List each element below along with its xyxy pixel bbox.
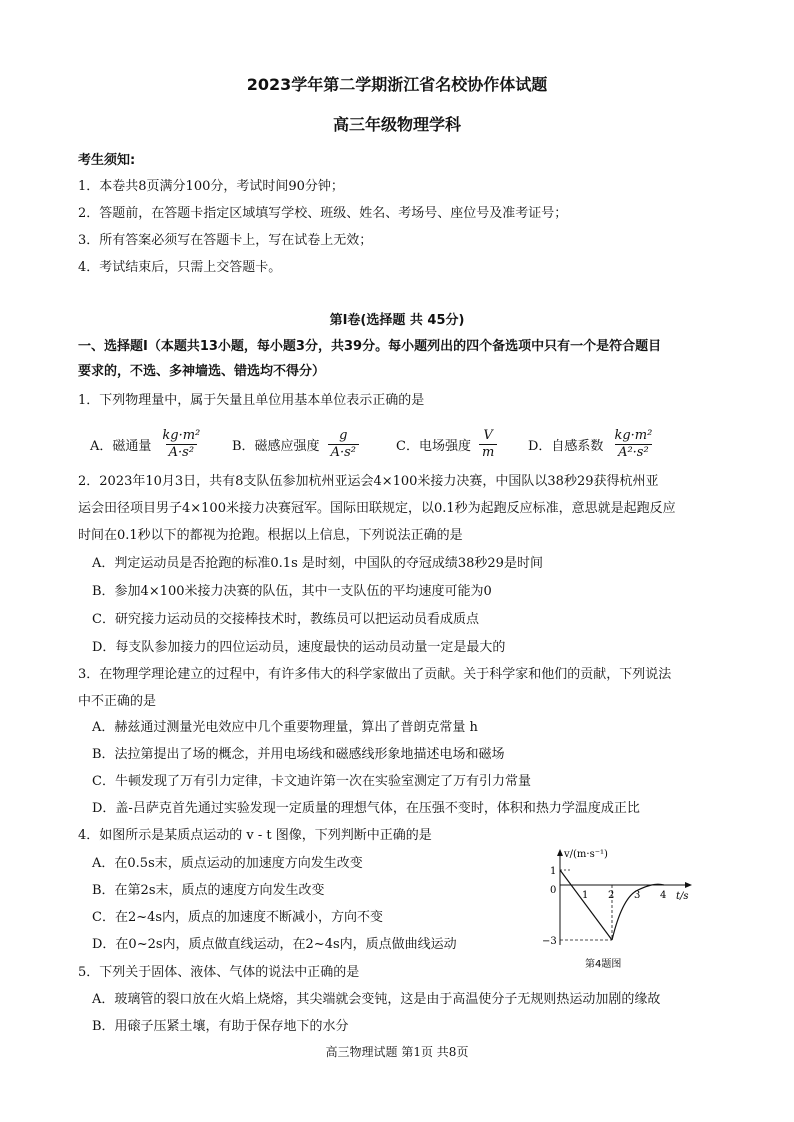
q1-option-c-unit: $\frac{V}{m}$ [479,428,497,461]
x-tick-4: 4 [660,890,667,901]
q4-option-d: D．在0~2s内，质点做直线运动，在2~4s内，质点做曲线运动 [92,937,457,952]
q1-option-b-label: B．磁感应强度 [232,438,320,454]
exam-subtitle: 高三年级物理学科 [332,115,461,134]
y-tick-1: 1 [550,866,557,877]
part-instructions-line1: 一、选择题Ⅰ（本题共13小题，每小题3分，共39分。每小题列出的四个备选项中只有一个是符合题目 [78,339,662,354]
q2-option-a: A．判定运动员是否抢跑的标准0.1s 是时刻，中国队的夺冠成绩38秒29是时间 [92,556,543,571]
x-tick-3: 3 [634,890,641,901]
notice-item: 1．本卷共8页满分100分，考试时间90分钟； [78,179,344,194]
q1-option-a-label: A．磁通量 [90,438,152,454]
question-3-line: 中不正确的是 [78,694,157,709]
q1-option-d-label: D．自感系数 [528,438,604,454]
question-2-line: 运会田径项目男子4×100米接力决赛冠军。国际田联规定，以0.1秒为起跑反应标准，意思就是起跑反应 [78,501,676,516]
figure-caption: 第4题图 [585,959,622,970]
exam-title: 2023学年第二学期浙江省名校协作体试题 [246,75,548,94]
q2-option-d: D．每支队参加接力的四位运动员，速度最快的运动员动量一定是最大的 [92,640,506,655]
q3-option-b: B．法拉第提出了场的概念，并用电场线和磁感线形象地描述电场和磁场 [92,747,505,762]
question-2-line: 时间在0.1秒以下的都视为抢跑。根据以上信息，下列说法正确的是 [78,528,463,543]
page-footer: 高三物理试题 第1页 共8页 [325,1045,469,1059]
y-axis-arrow [557,849,563,856]
question-4-stem: 4．如图所示是某质点运动的 v - t 图像，下列判断中正确的是 [78,828,432,843]
q1-option-b-unit: $\frac{g}{\text{A·s²}}$ [328,428,359,461]
x-tick-1: 1 [582,890,589,901]
q1-option-c-label: C．电场强度 [396,438,471,454]
q5-option-a: A．玻璃管的裂口放在火焰上烧熔，其尖端就会变钝，这是由于高温使分子无规则热运动加剧的缘故 [92,992,661,1007]
q3-option-c: C．牛顿发现了万有引力定律，卡文迪许第一次在实验室测定了万有引力常量 [92,774,531,789]
q1-option-c [396,424,497,464]
q2-option-c: C．研究接力运动员的交接棒技术时，教练员可以把运动员看成质点 [92,612,479,627]
q1-option-d-unit: $\frac{\text{kg·m²}}{\text{A²·s²}}$ [614,427,653,460]
q4-option-b: B．在第2s末，质点的速度方向发生改变 [92,883,325,898]
part-instructions-line2: 要求的，不选、多神墙选、错选均不得分） [78,364,326,379]
question-1-stem: 1．下列物理量中，属于矢量且单位用基本单位表示正确的是 [78,393,425,408]
section-title: 第Ⅰ卷(选择题 共 45分) [329,313,465,328]
y-tick-minus3: −3 [542,936,557,947]
q3-option-a: A．赫兹通过测量光电效应中几个重要物理量，算出了普朗克常量 h [92,720,478,735]
x-axis-label: t/s [676,891,689,902]
vt-graph-svg [530,845,700,975]
origin-label: 0 [550,885,557,896]
q1-option-a-unit: $\frac{\text{kg·m²}}{\text{A·s²}}$ [162,427,201,460]
q1-option-b [232,424,359,464]
q1-option-a [90,424,203,464]
q1-option-d [528,424,655,464]
q3-option-d: D．盖-吕萨克首先通过实验发现一定质量的理想气体，在压强不变时，体积和热力学温度成正比 [92,801,640,816]
x-tick-2: 2 [608,890,615,901]
q5-option-b: B．用磙子压紧土壤，有助于保存地下的水分 [92,1019,349,1034]
q2-option-b: B．参加4×100米接力决赛的队伍，其中一支队伍的平均速度可能为0 [92,584,492,599]
x-axis-arrow [685,882,692,888]
y-axis-label: v/(m·s⁻¹) [564,849,608,860]
question-1-options [90,424,710,464]
q4-option-c: C．在2~4s内，质点的加速度不断减小，方向不变 [92,910,384,925]
question-3-line: 3．在物理学理论建立的过程中，有许多伟大的科学家做出了贡献。关于科学家和他们的贡献，下列说法 [78,667,672,682]
vt-line-segment [560,870,615,940]
notice-item: 2．答题前，在答题卡指定区域填写学校、班级、姓名、考场号、座位号及准考证号； [78,206,568,221]
q4-option-a: A．在0.5s末，质点运动的加速度方向发生改变 [92,856,363,871]
question-2-line: 2．2023年10月3日，共有8支队伍参加杭州亚运会4×100米接力决赛，中国队以38秒29获得杭州亚 [78,474,659,489]
notice-item: 3．所有答案必须写在答题卡上，写在试卷上无效； [78,233,373,248]
notice-item: 4．考试结束后，只需上交答题卡。 [78,260,282,275]
notice-heading: 考生须知: [78,153,136,168]
question-5-stem: 5．下列关于固体、液体、气体的说法中正确的是 [78,965,360,980]
q4-vt-graph [530,845,700,975]
